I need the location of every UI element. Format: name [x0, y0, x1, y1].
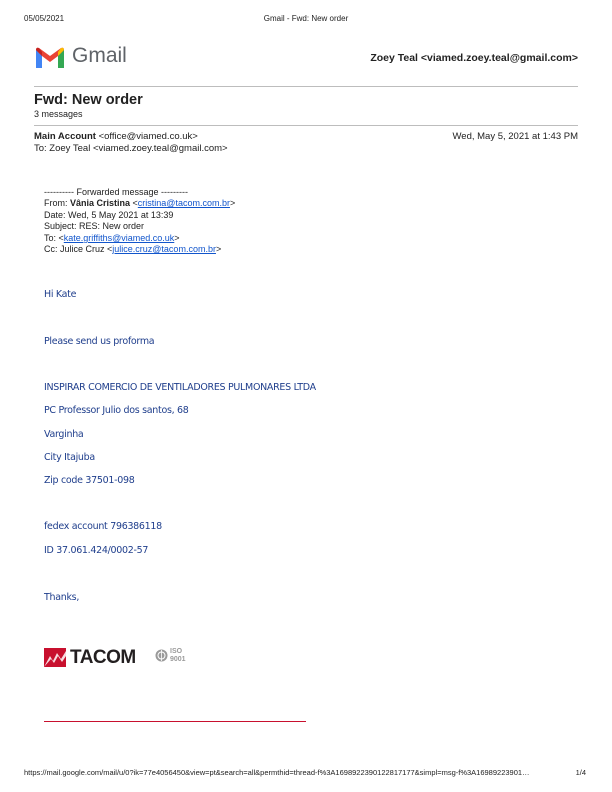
body-id: ID 37.061.424/0002-57 [44, 545, 149, 556]
tacom-wordmark: TACOM [70, 647, 136, 668]
forward-from-name: Vânia Cristina [70, 198, 131, 208]
signature-divider [44, 721, 306, 722]
forward-to-close: > [174, 233, 180, 243]
forward-to [44, 233, 180, 243]
forward-to-label: To: < [44, 233, 64, 243]
print-date: 05/05/2021 [24, 14, 65, 23]
forward-cc-email-link[interactable]: julice.cruz@tacom.com.br [112, 244, 216, 254]
iso-seal-icon [155, 649, 168, 662]
sender-email: <office@viamed.co.uk> [95, 131, 198, 142]
iso-label: ISO [170, 648, 183, 655]
body-city: City Itajuba [44, 452, 95, 463]
page-number: 1/4 [575, 768, 586, 777]
sender-name: Main Account [34, 131, 96, 142]
body-request: Please send us proforma [44, 336, 155, 347]
forward-cc [44, 244, 221, 254]
print-url: https://mail.google.com/mail/u/0?ik=77e4056450&view=pt&search=all&permthid=thread-f%3A1698922390122817177&simpl=msg-f%3A16989223901… [24, 768, 530, 777]
forward-subject: Subject: RES: New order [44, 221, 145, 231]
message-date: Wed, May 5, 2021 at 1:43 PM [452, 131, 578, 142]
forward-cc-label: Cc: Julice Cruz < [44, 244, 113, 254]
body-closing: Thanks, [44, 592, 80, 603]
header-divider [34, 86, 578, 87]
body-fedex: fedex account 796386118 [44, 521, 162, 532]
message-recipient: To: Zoey Teal <viamed.zoey.teal@gmail.com> [34, 143, 228, 154]
forward-from-label: From: [44, 198, 70, 208]
account-identity: Zoey Teal <viamed.zoey.teal@gmail.com> [370, 52, 578, 64]
forward-from [44, 198, 235, 208]
message-sender [34, 131, 198, 142]
body-greeting: Hi Kate [44, 289, 77, 300]
body-zip: Zip code 37501-098 [44, 475, 135, 486]
forward-from-close: > [229, 198, 236, 208]
forward-from-open: < [130, 198, 138, 208]
thread-divider [34, 125, 578, 126]
thread-subject: Fwd: New order [34, 92, 143, 108]
body-company: INSPIRAR COMERCIO DE VENTILADORES PULMONARES LTDA [44, 382, 316, 393]
message-count: 3 messages [34, 109, 83, 119]
forward-date: Date: Wed, 5 May 2021 at 13:39 [44, 210, 174, 220]
tacom-logo-icon [44, 648, 66, 667]
gmail-logo-icon [34, 46, 66, 70]
iso-badge [155, 648, 189, 666]
forward-separator: ---------- Forwarded message --------- [44, 187, 188, 197]
forward-from-email-link[interactable]: cristina@tacom.com.br [137, 198, 230, 208]
body-district: Varginha [44, 429, 84, 440]
gmail-wordmark: Gmail [72, 44, 127, 67]
forward-to-email-link[interactable]: kate.griffiths@viamed.co.uk [63, 233, 175, 243]
body-street: PC Professor Julio dos santos, 68 [44, 405, 189, 416]
print-title: Gmail - Fwd: New order [263, 14, 349, 23]
forward-cc-close: > [215, 244, 222, 254]
iso-number: 9001 [170, 656, 186, 663]
